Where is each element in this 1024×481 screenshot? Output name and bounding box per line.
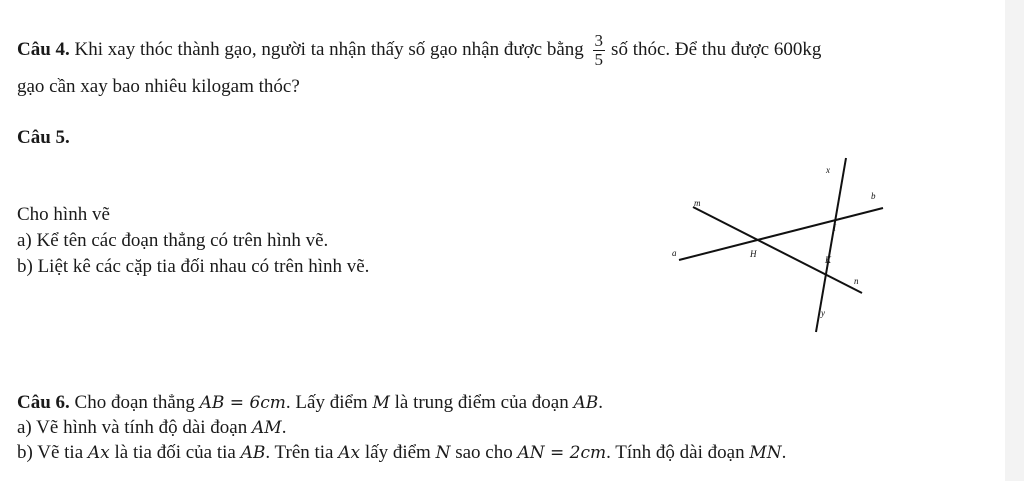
q5-part-b: b) Liệt kê các cặp tia đối nhau có trên hình vẽ.: [17, 256, 370, 277]
q6-b-math-ab: AB: [240, 443, 266, 463]
q6-b-text-4: lấy điểm: [364, 442, 431, 463]
q6-b-text-7: .: [781, 442, 787, 463]
label-b: b: [871, 191, 876, 201]
q6-text-2: . Lấy điểm: [285, 392, 368, 413]
q6-math-ab: AB: [573, 393, 599, 413]
q6-b-math-ax: Ax: [87, 443, 110, 463]
q6-part-a: [17, 417, 286, 439]
line-xy: [816, 158, 846, 332]
label-a: a: [672, 248, 677, 258]
q6-text-3: là trung điểm của đoạn: [394, 392, 569, 413]
q5-part-a: a) Kể tên các đoạn thẳng có trên hình vẽ.: [17, 230, 329, 251]
q6-b-math-ax-2: Ax: [338, 443, 361, 463]
q6-b-math-an-2cm: AN = 2cm: [517, 443, 607, 463]
label-x: x: [826, 165, 830, 175]
q4-label: Câu 4.: [17, 38, 70, 60]
label-i: I: [833, 223, 836, 233]
label-k: K: [825, 255, 832, 265]
q4-fraction-numerator: 3: [594, 31, 604, 50]
q6-b-text-6: . Tính độ dài đoạn: [606, 442, 745, 463]
q6-text-4: .: [598, 392, 603, 413]
label-n: n: [854, 276, 859, 286]
q4-line1: [17, 32, 821, 69]
q6-a-text-1: a) Vẽ hình và tính độ dài đoạn: [17, 417, 248, 438]
q6-b-math-mn: MN: [749, 443, 782, 463]
q6-line1: [17, 392, 603, 414]
q4-fraction-denominator: 5: [594, 50, 604, 69]
q4-line2: gạo cần xay bao nhiêu kilogam thóc?: [17, 76, 300, 97]
q6-b-text-2: là tia đối của tia: [114, 442, 236, 463]
q6-a-text-2: .: [281, 417, 287, 438]
q6-math-m: M: [372, 393, 390, 413]
q6-math-ab-6cm: AB = 6cm: [199, 393, 286, 413]
q5-intro: Cho hình vẽ: [17, 204, 110, 225]
label-m: m: [694, 198, 701, 208]
q6-b-text-3: . Trên tia: [265, 442, 334, 463]
q6-part-b: [17, 442, 786, 464]
q6-b-text-1: b) Vẽ tia: [17, 442, 84, 463]
page-edge: [1005, 0, 1024, 481]
q4-text-b: số thóc. Để thu được 600kg: [611, 38, 822, 60]
q6-a-math-am: AM: [252, 418, 282, 438]
q4-fraction: [593, 32, 606, 69]
label-y: y: [821, 308, 825, 318]
q6-b-math-n: N: [435, 443, 451, 463]
q5-label: Câu 5.: [17, 127, 70, 148]
label-h: H: [750, 249, 757, 259]
q6-b-text-5: sao cho: [455, 442, 513, 463]
geometry-figure: [650, 150, 890, 340]
q6-label: Câu 6.: [17, 392, 70, 413]
q6-text-1: Cho đoạn thẳng: [74, 392, 195, 413]
q4-text-a: Khi xay thóc thành gạo, người ta nhận thấy số gạo nhận được bằng: [74, 38, 584, 60]
